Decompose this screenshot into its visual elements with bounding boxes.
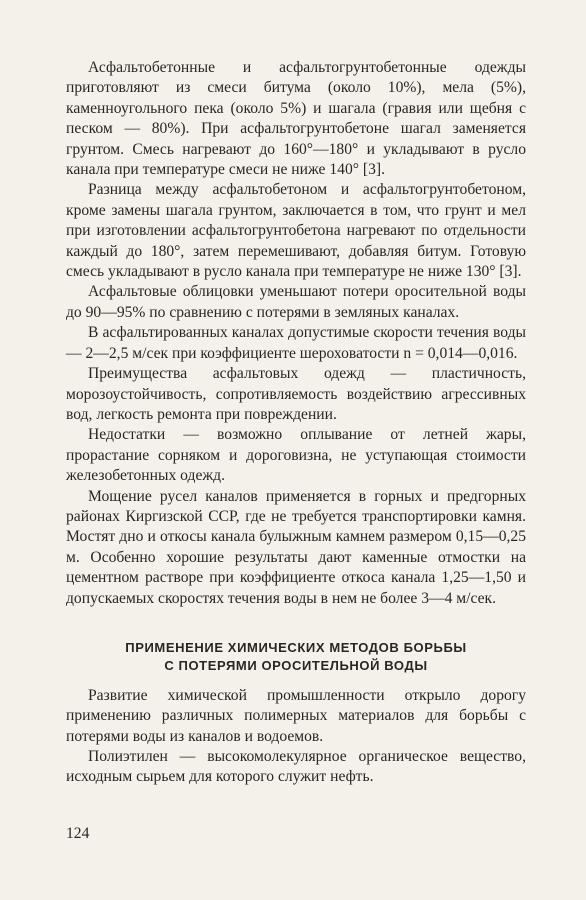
page-number: 124	[66, 825, 90, 842]
page-body	[66, 58, 526, 788]
paragraph: Полиэтилен — высокомолекулярное органическое вещество, исходным сырьем для которого служит нефть.	[66, 747, 526, 786]
section-heading	[66, 639, 526, 675]
paragraph: Мощение русел каналов применяется в горных и предгорных районах Киргизской ССР, где не требуется транспортировки камня. Мостят дно и откосы канала булыжным камнем размером 0,15—0,25 м. Особенно хорошие результаты дают каменные отмостки на цементном растворе при коэффициенте откоса канала 1,25—1,50 и допускаемых скоростях течения воды в нем не более 3—4 м/сек.	[66, 487, 526, 607]
paragraph: Преимущества асфальтовых одежд — пластичность, морозоустойчивость, сопротивляемость воздействию агрессивных вод, легкость ремонта при повреждении.	[66, 365, 526, 423]
paragraph: Недостатки — возможно оплывание от летней жары, прорастание сорняком и дороговизна, не уступающая стоимости железобетонных одежд.	[66, 426, 526, 485]
paragraph: Разница между асфальтобетоном и асфальтогрунтобетоном, кроме замены шагала грунтом, заключается в том, что грунт и мел при изготовлении асфальтогрунтобетона нагревают по отдельности каждый до 180°, затем перемешивают, добавляя битум. Готовую смесь укладывают в русло канала при температуре не ниже 130° [3].	[66, 181, 526, 281]
paragraph: В асфальтированных каналах допустимые скорости течения воды — 2—2,5 м/сек при коэффициенте шероховатости n = 0,014—0,016.	[66, 324, 526, 362]
paragraph: Развитие химической промышленности открыло дорогу применению различных полимерных материалов для борьбы с потерями воды из каналов и водоемов.	[66, 686, 526, 745]
section-heading-line-1: ПРИМЕНЕНИЕ ХИМИЧЕСКИХ МЕТОДОВ БОРЬБЫ	[125, 639, 467, 655]
section-heading-line-2: С ПОТЕРЯМИ ОРОСИТЕЛЬНОЙ ВОДЫ	[164, 657, 428, 673]
paragraph: Асфальтобетонные и асфальтогрунтобетонные одежды приготовляют из смеси битума (около 10%), мела (5%), каменноугольного пека (около 5%) и шагала (гравия или щебня с песком — 80%). При асфальтогрунтобетоне шагал заменяется грунтом. Смесь нагревают до 160°—180° и укладывают в русло канала при температуре смеси не ниже 140° [3].	[66, 59, 526, 179]
paragraph: Асфальтовые облицовки уменьшают потери оросительной воды до 90—95% по сравнению с потерями в земляных каналах.	[66, 283, 526, 321]
